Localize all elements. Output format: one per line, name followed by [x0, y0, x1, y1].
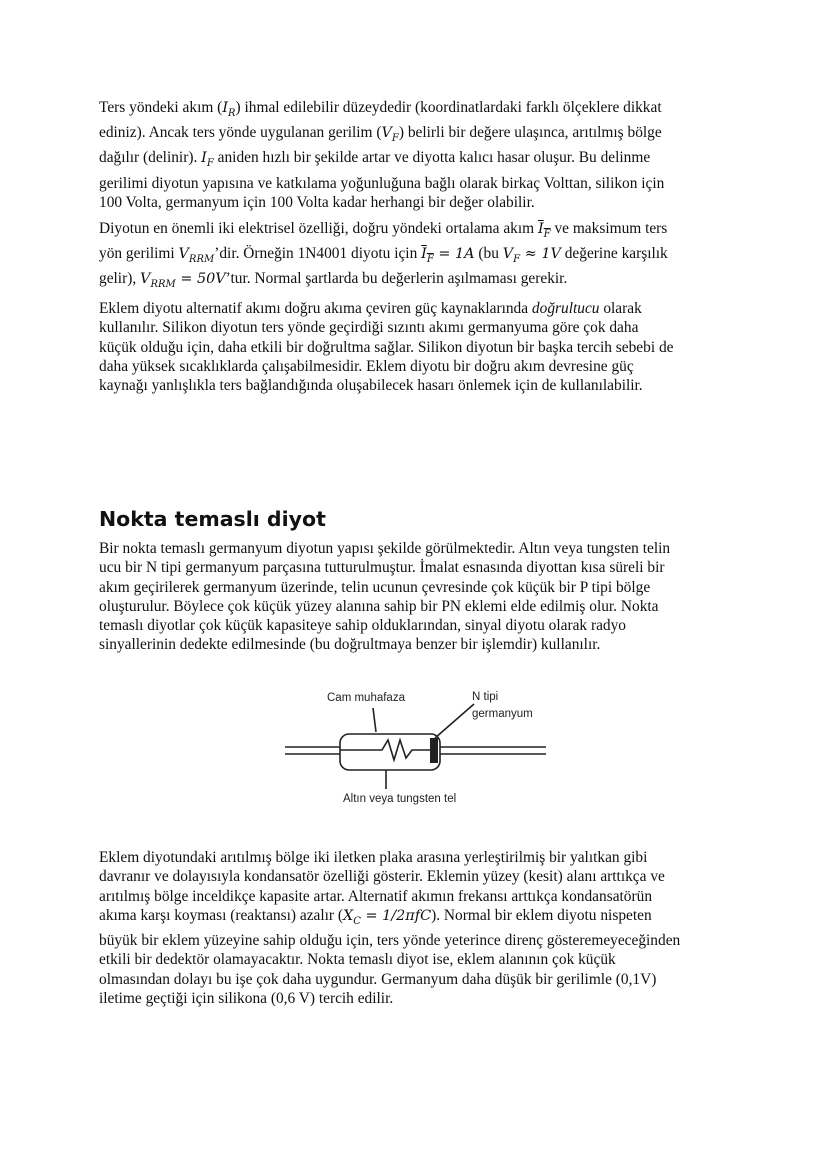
text-line: 100 Volta, germanyum için 100 Volta kadar herhangi bir değer olabilir. — [99, 193, 535, 211]
math-vrrm: $V_{RRM}$ — [178, 246, 215, 266]
text-run: Eklem diyotu alternatif akımı doğru akıma çeviren güç kaynaklarında — [99, 300, 532, 317]
text-line — [99, 98, 739, 123]
math-if: $I_F$ — [201, 150, 214, 170]
text-line — [99, 906, 739, 931]
label-germanium: germanyum — [472, 708, 533, 720]
paragraph-diode-ratings — [99, 219, 739, 295]
text-line: etkili bir dedektör olamayacaktır. Nokta temaslı diyot ise, eklem alanının çok küçük — [99, 951, 616, 969]
math-if-equals: $I_F = 1A$ — [421, 246, 475, 266]
label-glass-housing: Cam muhafaza — [327, 692, 405, 704]
text-line: iletime geçtiği için silikona (0,6 V) tercih edilir. — [99, 989, 394, 1007]
text-line: sinyallerinin dedekte edilmesinde (bu doğrultmaya benzer bir işlemdir) kullanılır. — [99, 636, 601, 654]
text-run: akıma karşı koyması (reaktansı) azalır ( — [99, 906, 344, 924]
text-line — [99, 299, 739, 318]
text-run: gelir), — [99, 270, 141, 288]
text-line: gerilimi diyotun yapısına ve katkılama yoğunluğuna bağlı olarak birkaç Volttan, silikon için — [99, 174, 665, 192]
label-wire: Altın veya tungsten tel — [343, 793, 457, 805]
text-line — [99, 123, 739, 148]
point-contact-diode-figure — [280, 686, 550, 816]
text-line: küçük olduğu için, daha etkili bir doğrultma sağlar. Silikon diyotun bir başka tercih sebebi de — [99, 338, 674, 356]
germanium-crystal — [430, 738, 438, 763]
paragraph-capacitance — [99, 848, 739, 1008]
text-run: ) ihmal edilebilir düzeydedir (koordinatlardaki farklı ölçeklere dikkat — [235, 99, 662, 116]
text-run: ’tur. Normal şartlarda bu değerlerin aşılmaması gerekir. — [225, 270, 568, 288]
math-if-average: $I_F$ — [537, 221, 551, 240]
label-n-type: N tipi — [472, 691, 499, 703]
text-line: Bir nokta temaslı germanyum diyotun yapısı şekilde görülmektedir. Altın veya tungsten telin — [99, 540, 671, 557]
section-heading: Nokta temaslı diyot — [99, 507, 326, 531]
math-xc: $X_C = 1/2\pi fC$ — [343, 907, 432, 927]
text-line — [99, 269, 739, 294]
math-vf: $V_F$ — [381, 125, 399, 145]
text-run: değerine karşılık — [560, 245, 668, 263]
text-line — [99, 219, 739, 244]
text-line: kullanılır. Silikon diyotun ters yönde geçirdiği sızıntı akımı germanyuma göre çok daha — [99, 319, 639, 337]
text-line: temaslı diyotlar çok küçük kapasiteye sahip olduklarından, sinyal diyotu olarak radyo — [99, 617, 626, 635]
text-run: Ters yöndeki akım ( — [99, 99, 223, 116]
text-line: akım geçirilerek germanyum üzerinde, telin ucunun çevresinde çok küçük bir P tipi bölge — [99, 578, 651, 596]
math-ir: $I_R$ — [222, 100, 236, 119]
math-vf-approx: $V_F \approx 1V$ — [502, 246, 561, 266]
text-run: ediniz). Ancak ters yönde uygulanan gerilim ( — [99, 124, 382, 142]
text-run: ) belirli bir değere ulaşınca, arıtılmış bölge — [398, 124, 662, 142]
emphasis-rectifier: doğrultucu — [531, 300, 600, 317]
text-line: davranır ve dolayısıyla kondansatör özelliği gösterir. Eklemin yüzey (kesit) alanı arttıkça ve — [99, 868, 665, 886]
diode-diagram — [280, 686, 550, 816]
paragraph-rectifier — [99, 299, 739, 395]
text-run: yön gerilimi — [99, 245, 179, 263]
text-line: oluşturulur. Böylece çok küçük yüzey alanına sahip bir PN eklemi elde edilmiş olur. Nokta — [99, 597, 659, 615]
text-line: olmasından dolayı bu işe çok daha uygundur. Germanyum daha düşük bir gerilimle (0,1V) — [99, 970, 657, 988]
text-run: ). Normal bir eklem diyotu nispeten — [431, 906, 652, 924]
text-line: kaynağı yanlışlıkla ters bağlandığında oluşabilecek hasarı önlemek için de kullanılabilir. — [99, 377, 643, 395]
math-vrrm-equals: $V_{RRM} = 50V$ — [140, 271, 226, 291]
paragraph-reverse-current — [99, 98, 739, 212]
pointer-glass — [373, 708, 376, 732]
text-line — [99, 148, 739, 173]
text-run: (bu — [474, 245, 503, 263]
text-run: dağılır (delinir). — [99, 149, 202, 167]
text-line: daha yüksek sıcaklıklarda çalışabilmesidir. Eklem diyotu bir doğru akım devresine güç — [99, 357, 634, 375]
text-run: ve maksimum ters — [550, 220, 668, 237]
glass-housing — [340, 734, 440, 770]
text-line: ucu bir N tipi germanyum parçasına tutturulmuştur. İmalat esnasında diyottan kısa süreli bir — [99, 559, 665, 577]
paragraph-point-contact — [99, 539, 739, 655]
text-line: Eklem diyotundaki arıtılmış bölge iki iletken plaka arasına yerleştirilmiş bir yalıtkan gibi — [99, 849, 648, 866]
text-line: arıtılmış bölge inceldikçe kapasite artar. Alternatif akımın frekansı arttıkça kondansatörün — [99, 887, 653, 905]
text-run: olarak — [599, 300, 642, 317]
text-run: Diyotun en önemli iki elektrisel özelliği, doğru yöndeki ortalama akım — [99, 220, 538, 237]
pointer-germanium — [435, 704, 474, 738]
text-line — [99, 244, 739, 269]
text-run: aniden hızlı bir şekilde artar ve diyotta kalıcı hasar oluşur. Bu delinme — [213, 149, 651, 167]
text-run: ’dir. Örneğin 1N4001 diyotu için — [214, 245, 422, 263]
text-line: büyük bir eklem yüzeyine sahip olduğu için, ters yönde yeterince direnç gösteremeyeceğinden — [99, 932, 681, 950]
